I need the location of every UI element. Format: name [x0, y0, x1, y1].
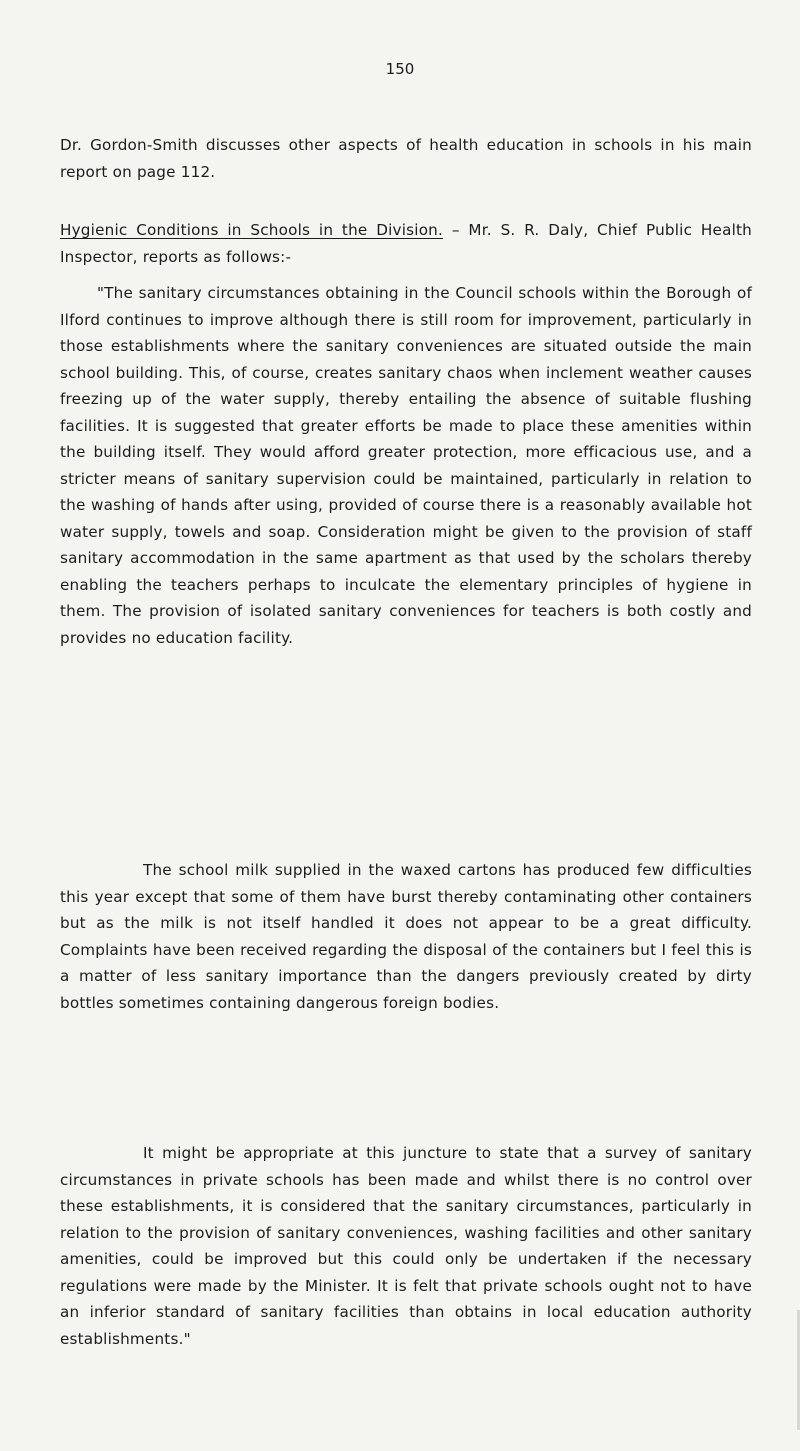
quote-paragraph-2: The school milk supplied in the waxed cartons has produced few difficulties this year except that some of them have burst thereby contaminating other containers but as the milk is not itself handled it does not appear to be a great difficulty. Complaints have been received regarding the disposal of the containers but I feel this is a matter of less sanitary importance than the dangers previously created by dirty bottles sometimes containing dangerous foreign bodies. — [60, 861, 752, 1012]
quote-paragraph-1: "The sanitary circumstances obtaining in the Council schools within the Borough of Ilford continues to improve although there is still room for improvement, particularly in those establishments where the sanitary conveniences are situated outside the main school building. This, of course, creates sanitary chaos when inclement weather causes freezing up of the water supply, thereby entailing the absence of suitable flushing facilities. It is suggested that greater efforts be made to place these amenities within the building itself. They would afford greater protection, more efficacious use, and a stricter means of sanitary supervision could be maintained, particularly in relation to the washing of hands after using, provided of course there is a reasonably available hot water supply, towels and soap. Consideration might be given to the provision of staff sanitary accommodation in the same apartment as that used by the scholars thereby enabling the teachers perhaps to inculcate the elementary principles of hygiene in them. The provision of isolated sanitary conveniences for teachers is both costly and provides no education facility. — [60, 284, 752, 647]
section-lead: Mr. S. R. Daly, Chief Public Health Inspector, reports as follows:- — [60, 221, 752, 266]
section-dash: – — [443, 221, 469, 240]
section-paragraph — [60, 217, 752, 270]
intro-paragraph: Dr. Gordon-Smith discusses other aspects of health education in schools in his main report on page 112. — [60, 136, 752, 181]
quote-paragraph-3: It might be appropriate at this juncture to state that a survey of sanitary circumstances in private schools has been made and whilst there is no control over these establishments, it is considered that the sanitary circumstances, particularly in relation to the provision of sanitary conveniences, washing facilities and other sanitary amenities, could be improved but this could only be undertaken if the necessary regulations were made by the Minister. It is felt that private schools ought not to have an inferior standard of sanitary facilities than obtains in local education authority establishments." — [60, 1144, 752, 1348]
section-heading: Hygienic Conditions in Schools in the Division. — [60, 221, 444, 240]
page-number: 150 — [385, 60, 415, 78]
